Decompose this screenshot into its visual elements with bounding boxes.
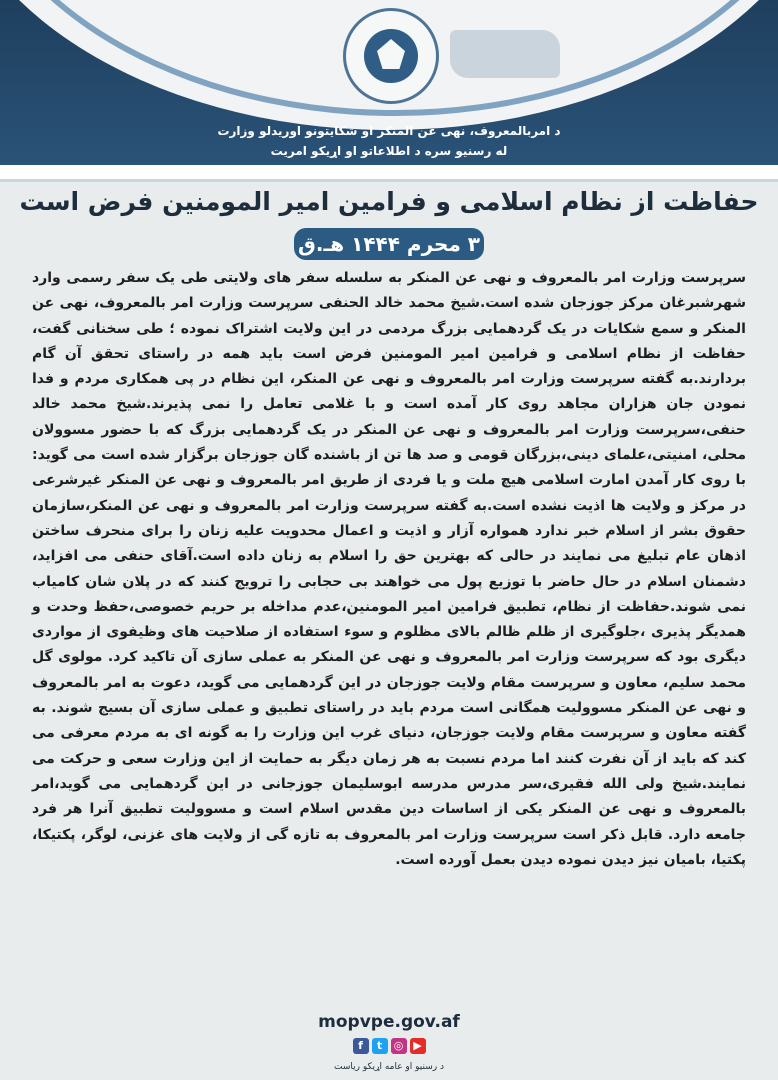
twitter-icon[interactable]: t [372,1038,388,1054]
flag-icon [450,30,560,78]
social-icons [350,1038,428,1056]
header-banner [0,0,778,165]
article-title: حفاظت از نظام اسلامی و فرامین امیر المومنین فرض است [19,187,759,216]
department-name: له رسنیو سره د اطلاعاتو او اړیکو امریت [270,144,508,158]
instagram-icon[interactable]: ◎ [391,1038,407,1054]
website-link[interactable]: mopvpe.gov.af [318,1012,460,1032]
ministry-seal-icon [343,8,439,104]
header-divider [0,165,778,182]
ministry-name: د امربالمعروف، نهی عن المنکر او شکایتونو اوریدلو وزارت [217,124,561,138]
facebook-icon[interactable]: f [353,1038,369,1054]
article-body: سرپرست وزارت امر بالمعروف و نهی عن المنکر به سلسله سفر های ولایتی طی یک سفر رسمی وارد شهرشبرغان مرکز جوزجان شده است.شیخ محمد خالد الحنفی سرپرست وزارت امر بالمعروف، نهی عن المنکر و سمع شکایات در یک گردهمایی بزرگ مردمی در این ولایت اشتراک نموده ؛ طی سخنانی گفت، حفاظت از نظام اسلامی و فرامین امیر المومنین فرض است باید همه در راستای تحقق آن گام بردارند.به گفته سرپرست وزارت امر بالمعروف و نهی عن المنکر، این نظام در پی همکاری مردم و فدا نمودن جان هزاران مجاهد روی کار آمده است و با غلامی تعامل را نمی پذیرند.شیخ محمد خالد حنفی،سرپرست وزارت امر بالمعروف و نهی عن المنکر در یک گردهمایی بزرگ که با حضور مسوولان محلی، امنیتی،علمای دینی،بزرگان قومی و صد ها تن از باشنده گان جوزجان برگزار شده است می گوید: با روی کار آمدن امارت اسلامی هیچ ملت و یا فردی از طریق امر بالمعروف و نهی عن المنکر غیرشرعی در مرکز و ولایت ها اذیت نشده است.به گفته سرپرست وزارت امر بالمعروف و نهی عن المنکر،سازمان حقوق بشر از اسلام خبر ندارد همواره آزار و اذیت و اعمال محدویت علیه زنان را برای منحرف ساختن اذهان عام تبلیغ می نمایند در حالی که بهترین حق را اسلام به زنان داده است.آقای حنفی می افزاید، دشمنان اسلام در حال حاضر با توزیع پول می خواهند بی حجابی را ترویج کنند که در پلان شان کامیاب نمی شوند.حفاظت از نظام، تطبیق فرامین امیر المومنین،عدم مداخله بر حریم خصوصی،حفظ وحدت و همدیگر پذیری ،جلوگیری از ظلم ظالم بالای مظلوم و سوء استفاده از صلاحیت های وظیفوی از مواردی دیگری بود که سرپرست وزارت امر بالمعروف و نهی عن المنکر به عملی سازی آن تاکید کرد. مولوی گل محمد سلیم، معاون و سرپرست مقام ولایت جوزجان در این گردهمایی می گوید، دعوت به امر بالمعروف و نهی عن المنکر مسوولیت همگانی است مردم باید در راستای تطبیق و عملی سازی آن بسیج شوند. به گفته معاون و سرپرست مقام ولایت جوزجان، دنیای غرب این وزارت را به گونه ای به مردم معرفی می کند که باید از آن نفرت کنند اما مردم نسبت به هر زمان دیگر به حمایت از این وزارت سعی و حرکت می نمایند.شیخ ولی الله فقیری،سر مدرس مدرسه ابوسلیمان جوزجانی در این گردهمایی می گوید،امر بالمعروف و نهی عن المنکر یکی از اساسات دین مقدس اسلام است و مسوولیت تطبیق آنرا هر فرد جامعه دارد. قابل ذکر است سرپرست وزارت امر بالمعروف به تازه گی از ولایت های غزنی، لوگر، پکتیکا، پکتیا، بامیان نیز دیدن نموده دیدن بعمل آورده است. [32,270,746,868]
footer-label: د رسنیو او عامه اړیکو ریاست [334,1062,444,1072]
youtube-icon[interactable]: ▶ [410,1038,426,1054]
date-badge: ۳ محرم ۱۴۴۴ هـ.ق [294,228,484,260]
